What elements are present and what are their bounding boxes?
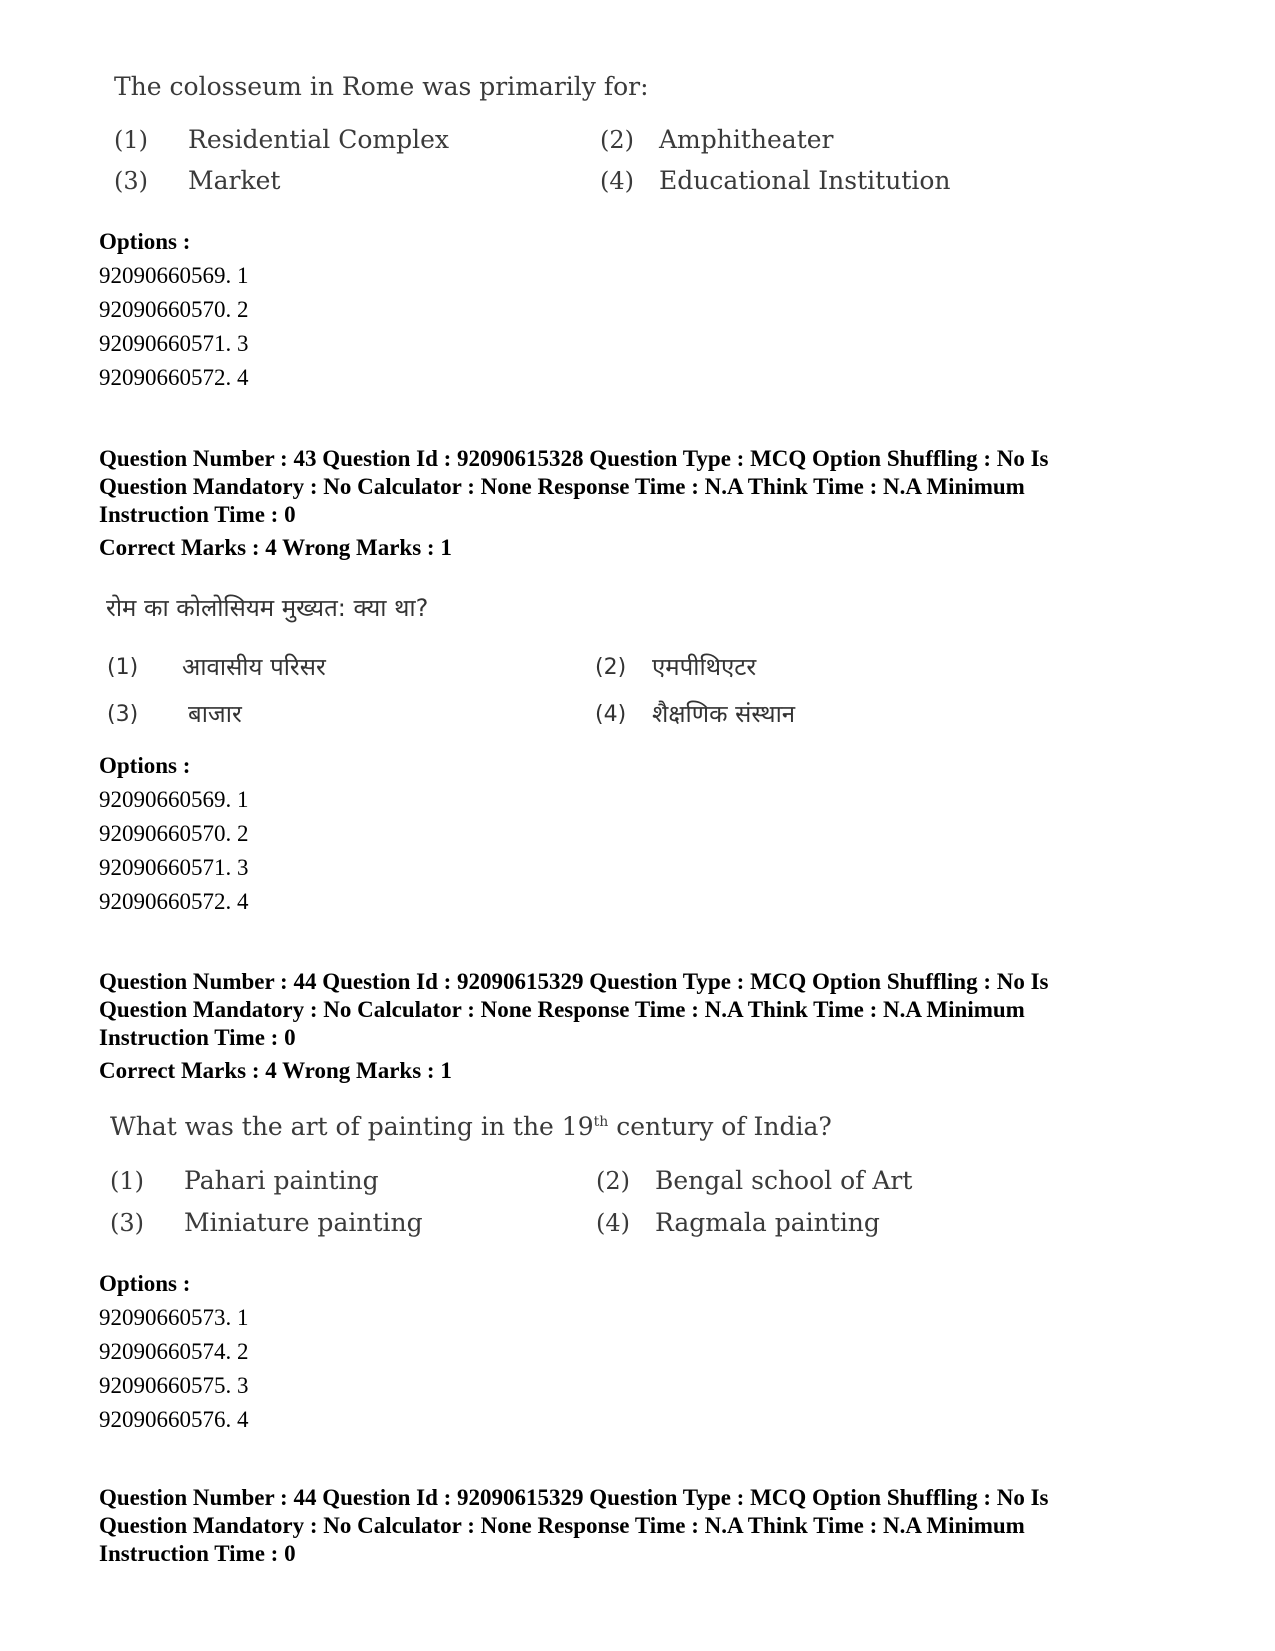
option-number: (2)	[595, 655, 627, 680]
option-id: 92090660572. 4	[99, 889, 249, 914]
question-text: The colosseum in Rome was primarily for:	[114, 72, 649, 101]
options-heading: Options :	[99, 229, 191, 254]
option-text: आवासीय परिसर	[182, 653, 326, 681]
option-id: 92090660569. 1	[99, 263, 249, 288]
option-id: 92090660570. 2	[99, 297, 249, 322]
meta-line: Instruction Time : 0	[99, 1025, 296, 1050]
meta-line: Question Number : 43 Question Id : 92090615328 Question Type : MCQ Option Shuffling : No Is	[99, 446, 1049, 471]
option-number: (4)	[596, 1209, 630, 1237]
meta-line: Question Mandatory : No Calculator : None Response Time : N.A Think Time : N.A Minimum	[99, 1513, 1025, 1538]
question-meta	[99, 1484, 1179, 1568]
question-text: रोम का कोलोसियम मुख्यत: क्या था?	[106, 594, 429, 622]
option-id: 92090660570. 2	[99, 821, 249, 846]
options-heading: Options :	[99, 1271, 191, 1296]
option-text: Bengal school of Art	[655, 1166, 913, 1195]
option-id: 92090660571. 3	[99, 331, 249, 356]
question-text-part: century of India?	[608, 1112, 832, 1141]
option-number: (4)	[600, 167, 634, 195]
option-id: 92090660572. 4	[99, 365, 249, 390]
question-text	[110, 1112, 832, 1141]
option-id: 92090660569. 1	[99, 787, 249, 812]
question-meta	[99, 445, 1179, 529]
marks-line: Correct Marks : 4 Wrong Marks : 1	[99, 1058, 452, 1083]
meta-line: Question Mandatory : No Calculator : None Response Time : N.A Think Time : N.A Minimum	[99, 997, 1025, 1022]
option-id: 92090660573. 1	[99, 1305, 249, 1330]
option-text: Pahari painting	[184, 1166, 379, 1195]
option-text: एमपीथिएटर	[652, 653, 757, 681]
option-number: (1)	[114, 126, 148, 154]
option-number: (3)	[114, 167, 148, 195]
option-text: Amphitheater	[659, 125, 834, 154]
option-id: 92090660576. 4	[99, 1407, 249, 1432]
option-text: बाजार	[188, 700, 242, 728]
meta-line: Instruction Time : 0	[99, 502, 296, 527]
option-number: (4)	[595, 702, 627, 727]
marks-line: Correct Marks : 4 Wrong Marks : 1	[99, 535, 452, 560]
option-text: Ragmala painting	[655, 1208, 880, 1237]
option-number: (2)	[596, 1167, 630, 1195]
option-number: (1)	[110, 1167, 144, 1195]
option-text: शैक्षणिक संस्थान	[652, 700, 796, 728]
option-number: (2)	[600, 126, 634, 154]
option-id: 92090660574. 2	[99, 1339, 249, 1364]
question-meta	[99, 968, 1179, 1052]
question-text-part: What was the art of painting in the 19	[110, 1112, 594, 1141]
option-number: (3)	[110, 1209, 144, 1237]
meta-line: Question Number : 44 Question Id : 92090615329 Question Type : MCQ Option Shuffling : No Is	[99, 1485, 1049, 1510]
meta-line: Question Mandatory : No Calculator : None Response Time : N.A Think Time : N.A Minimum	[99, 474, 1025, 499]
option-number: (1)	[107, 655, 139, 680]
option-text: Residential Complex	[188, 125, 450, 154]
option-id: 92090660571. 3	[99, 855, 249, 880]
question-text-superscript: th	[593, 1114, 609, 1130]
option-text: Market	[188, 166, 281, 195]
option-text: Educational Institution	[659, 166, 951, 195]
meta-line: Question Number : 44 Question Id : 92090615329 Question Type : MCQ Option Shuffling : No Is	[99, 969, 1049, 994]
option-number: (3)	[107, 702, 139, 727]
option-id: 92090660575. 3	[99, 1373, 249, 1398]
meta-line: Instruction Time : 0	[99, 1541, 296, 1566]
option-text: Miniature painting	[184, 1208, 423, 1237]
options-heading: Options :	[99, 753, 191, 778]
